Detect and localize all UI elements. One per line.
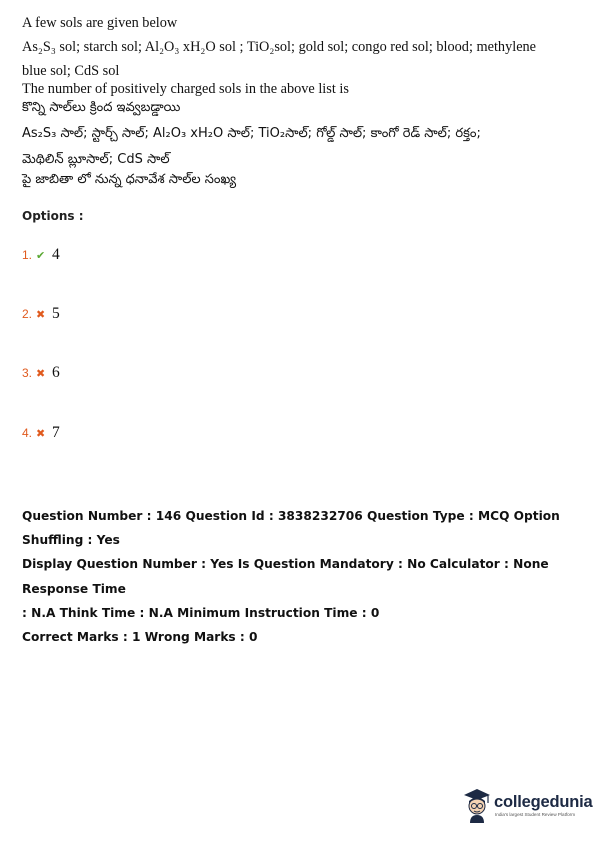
option-value: 6: [52, 364, 60, 381]
check-icon: ✔: [36, 249, 46, 262]
metadata-line-3: : N.A Think Time : N.A Minimum Instruction Time : 0: [22, 605, 380, 620]
question-metadata: [22, 504, 582, 649]
option-value: 7: [52, 424, 60, 441]
cross-icon: ✖: [36, 308, 46, 321]
question-en-line-1: A few sols are given below: [22, 15, 178, 31]
question-en-line-4: The number of positively charged sols in the above list is: [22, 81, 349, 97]
graduate-mascot-icon: [462, 786, 492, 824]
option-number: 1.: [22, 248, 33, 262]
question-en-line-2: As₂S₃ sol; starch sol; Al₂O₃ xH₂O sol ; TiO₂sol; gold sol; congo red sol; blood; methylene: [22, 39, 537, 55]
option-3[interactable]: [22, 364, 60, 382]
option-2[interactable]: [22, 305, 60, 323]
metadata-line-4: Correct Marks : 1 Wrong Marks : 0: [22, 630, 258, 645]
option-4[interactable]: [22, 424, 60, 442]
option-1[interactable]: [22, 246, 60, 264]
question-te-line-1: కొన్ని సాల్‌లు క్రింద ఇవ్వబడ్డాయి: [22, 100, 181, 115]
question-te-line-2: As₂S₃ సాల్; స్టార్చ్ సాల్; Al₂O₃ xH₂O సాల్; TiO₂సాల్; గోల్డ్ సాల్; కాంగో రెడ్ సాల్; రక్తం;: [22, 126, 481, 141]
option-number: 3.: [22, 366, 33, 380]
collegedunia-logo: [462, 786, 592, 824]
metadata-line-1: Question Number : 146 Question Id : 3838232706 Question Type : MCQ Option Shuffling : Yes: [22, 509, 560, 548]
question-te-line-4: పై జాబితా లో నున్న ధనావేశ సాల్‌ల సంఖ్య: [22, 172, 237, 187]
metadata-line-2: Display Question Number : Yes Is Question Mandatory : No Calculator : None Response Time: [22, 557, 549, 596]
options-label: Options :: [22, 209, 84, 223]
option-value: 5: [52, 305, 60, 322]
cross-icon: ✖: [36, 427, 46, 440]
option-number: 4.: [22, 426, 33, 440]
brand-tagline: India's largest Student Review Platform: [495, 811, 576, 817]
cross-icon: ✖: [36, 367, 46, 380]
brand-name: collegedunia: [494, 792, 593, 811]
question-te-line-3: మెథిలిన్ బ్లూసాల్; CdS సాల్: [22, 152, 170, 167]
question-text: [22, 14, 577, 190]
option-number: 2.: [22, 307, 33, 321]
option-value: 4: [52, 246, 60, 263]
question-en-line-3: blue sol; CdS sol: [22, 63, 120, 79]
